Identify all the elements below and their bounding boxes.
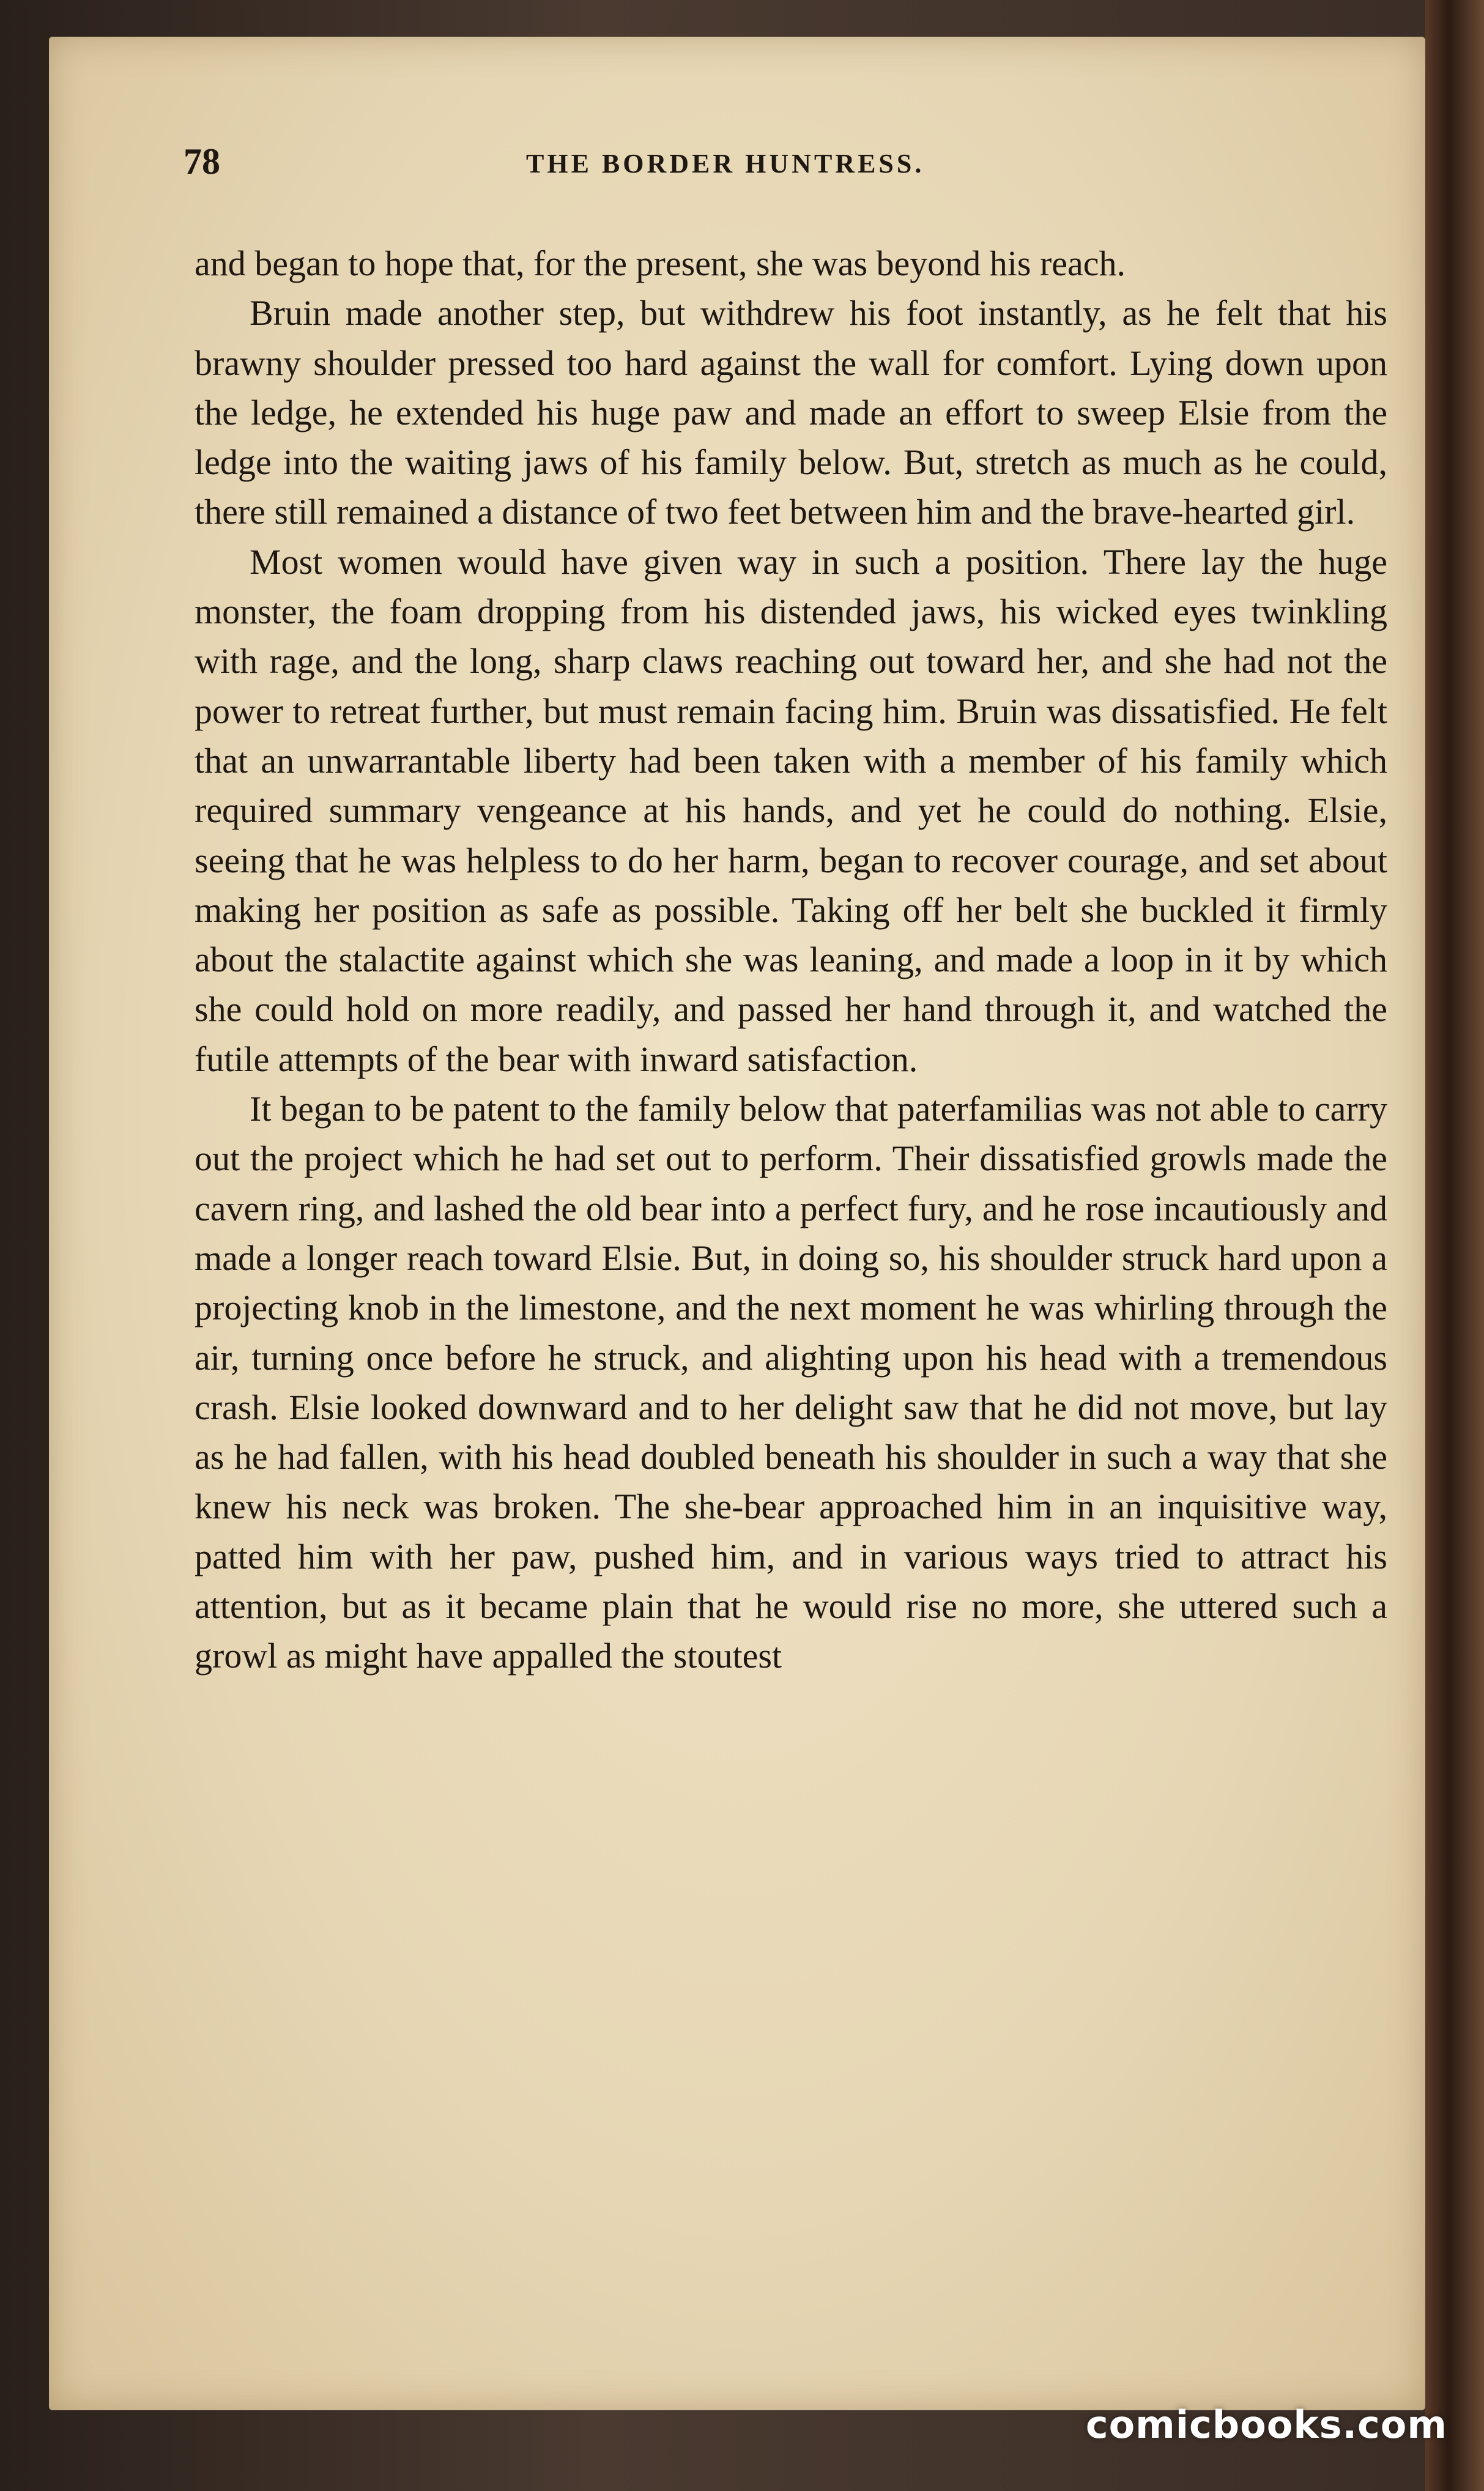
running-title: THE BORDER HUNTRESS. [526, 149, 925, 179]
paragraph: It began to be patent to the family below that paterfamilias was not able to carry out the project which he had set out to perform. Their dissatisfied growls made the cavern ring, and lashed the old bear into a perfect fury, and he rose incautiously and made a longer reach toward Elsie. But, in doing so, his shoulder struck hard upon a projecting knob in the limestone, and the next moment he was whirling through the air, turning once before he struck, and alighting upon his head with a tremendous crash. Elsie looked downward and to her delight saw that he did not move, but lay as he had fallen, with his head doubled beneath his shoulder in such a way that she knew his neck was broken. The she-bear approached him in an inquisitive way, patted him with her paw, pushed him, and in various ways tried to attract his attention, but as it became plain that he would rise no more, she uttered such a growl as might have appalled the stoutest [195, 1089, 1387, 1676]
watermark-text: comicbooks.com [1085, 2402, 1447, 2447]
paragraph: Most women would have given way in such a position. There lay the huge monster, the foam dropping from his distended jaws, his wicked eyes twinkling with rage, and the long, sharp claws reaching out toward her, and she had not the power to retreat further, but must remain facing him. Bruin was dissatisfied. He felt that an unwarrantable liberty had been taken with a member of his family which required summary vengeance at his hands, and yet he could do nothing. Elsie, seeing that he was helpless to do her harm, began to recover courage, and set about making her position as safe as possible. Taking off her belt she buckled it firmly about the stalactite against which she was leaning, and made a loop in it by which she could hold on more readily, and passed her hand through it, and watched the futile attempts of the bear with inward satisfaction. [195, 541, 1387, 1079]
page-number: 78 [184, 141, 220, 182]
running-head [184, 141, 1395, 184]
book-spine [1425, 0, 1484, 2491]
paragraph-continued: and began to hope that, for the present, she was beyond his reach. [195, 243, 1126, 283]
page-text [195, 239, 1387, 1681]
paragraph: Bruin made another step, but withdrew his foot instantly, as he felt that his brawny shoulder pressed too hard against the wall for comfort. Lying down upon the ledge, he extended his huge paw and made an effort to sweep Elsie from the ledge into the waiting jaws of his family below. But, stretch as much as he could, there still remained a distance of two feet between him and the brave-hearted girl. [195, 293, 1387, 532]
